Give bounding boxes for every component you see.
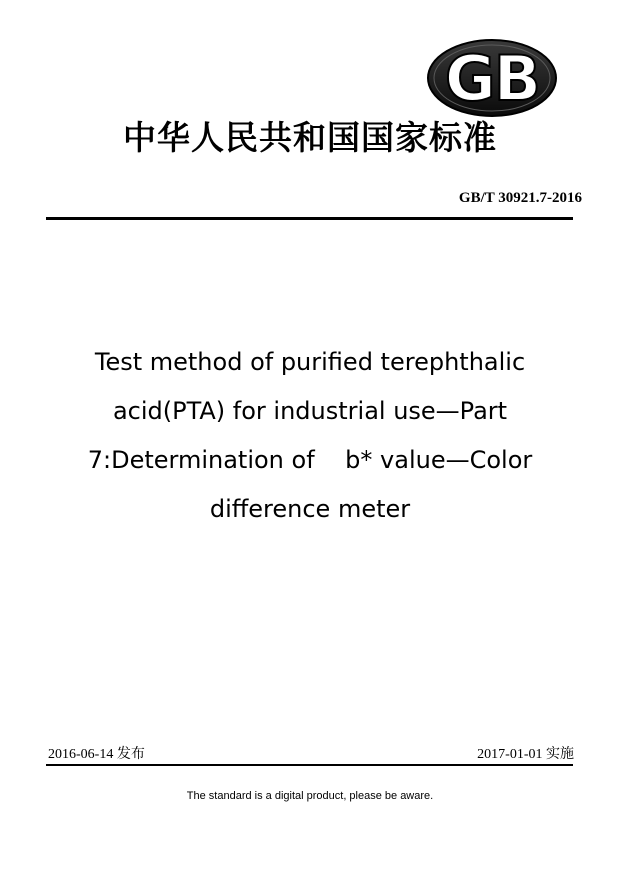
bottom-divider (46, 764, 573, 766)
title-line-2: acid(PTA) for industrial use—Part (112, 397, 508, 425)
standard-code: GB/T 30921.7-2016 (458, 190, 582, 206)
digital-product-notice: The standard is a digital product, please be aware. (186, 790, 434, 802)
country-standard-title: 中华人民共和国国家标准 (123, 118, 497, 157)
document-title (60, 338, 560, 534)
top-divider (46, 217, 573, 220)
gb-logo-lettering: GB (444, 42, 540, 115)
title-line-1: Test method of purified terephthalic (94, 348, 526, 376)
title-line-3: 7:Determination of b* value—Color (87, 446, 533, 474)
title-line-4: difference meter (209, 495, 411, 523)
issue-date: 2016-06-14 发布 (48, 747, 145, 762)
gb-logo (426, 38, 558, 118)
implementation-date: 2017-01-01 实施 (477, 747, 574, 762)
